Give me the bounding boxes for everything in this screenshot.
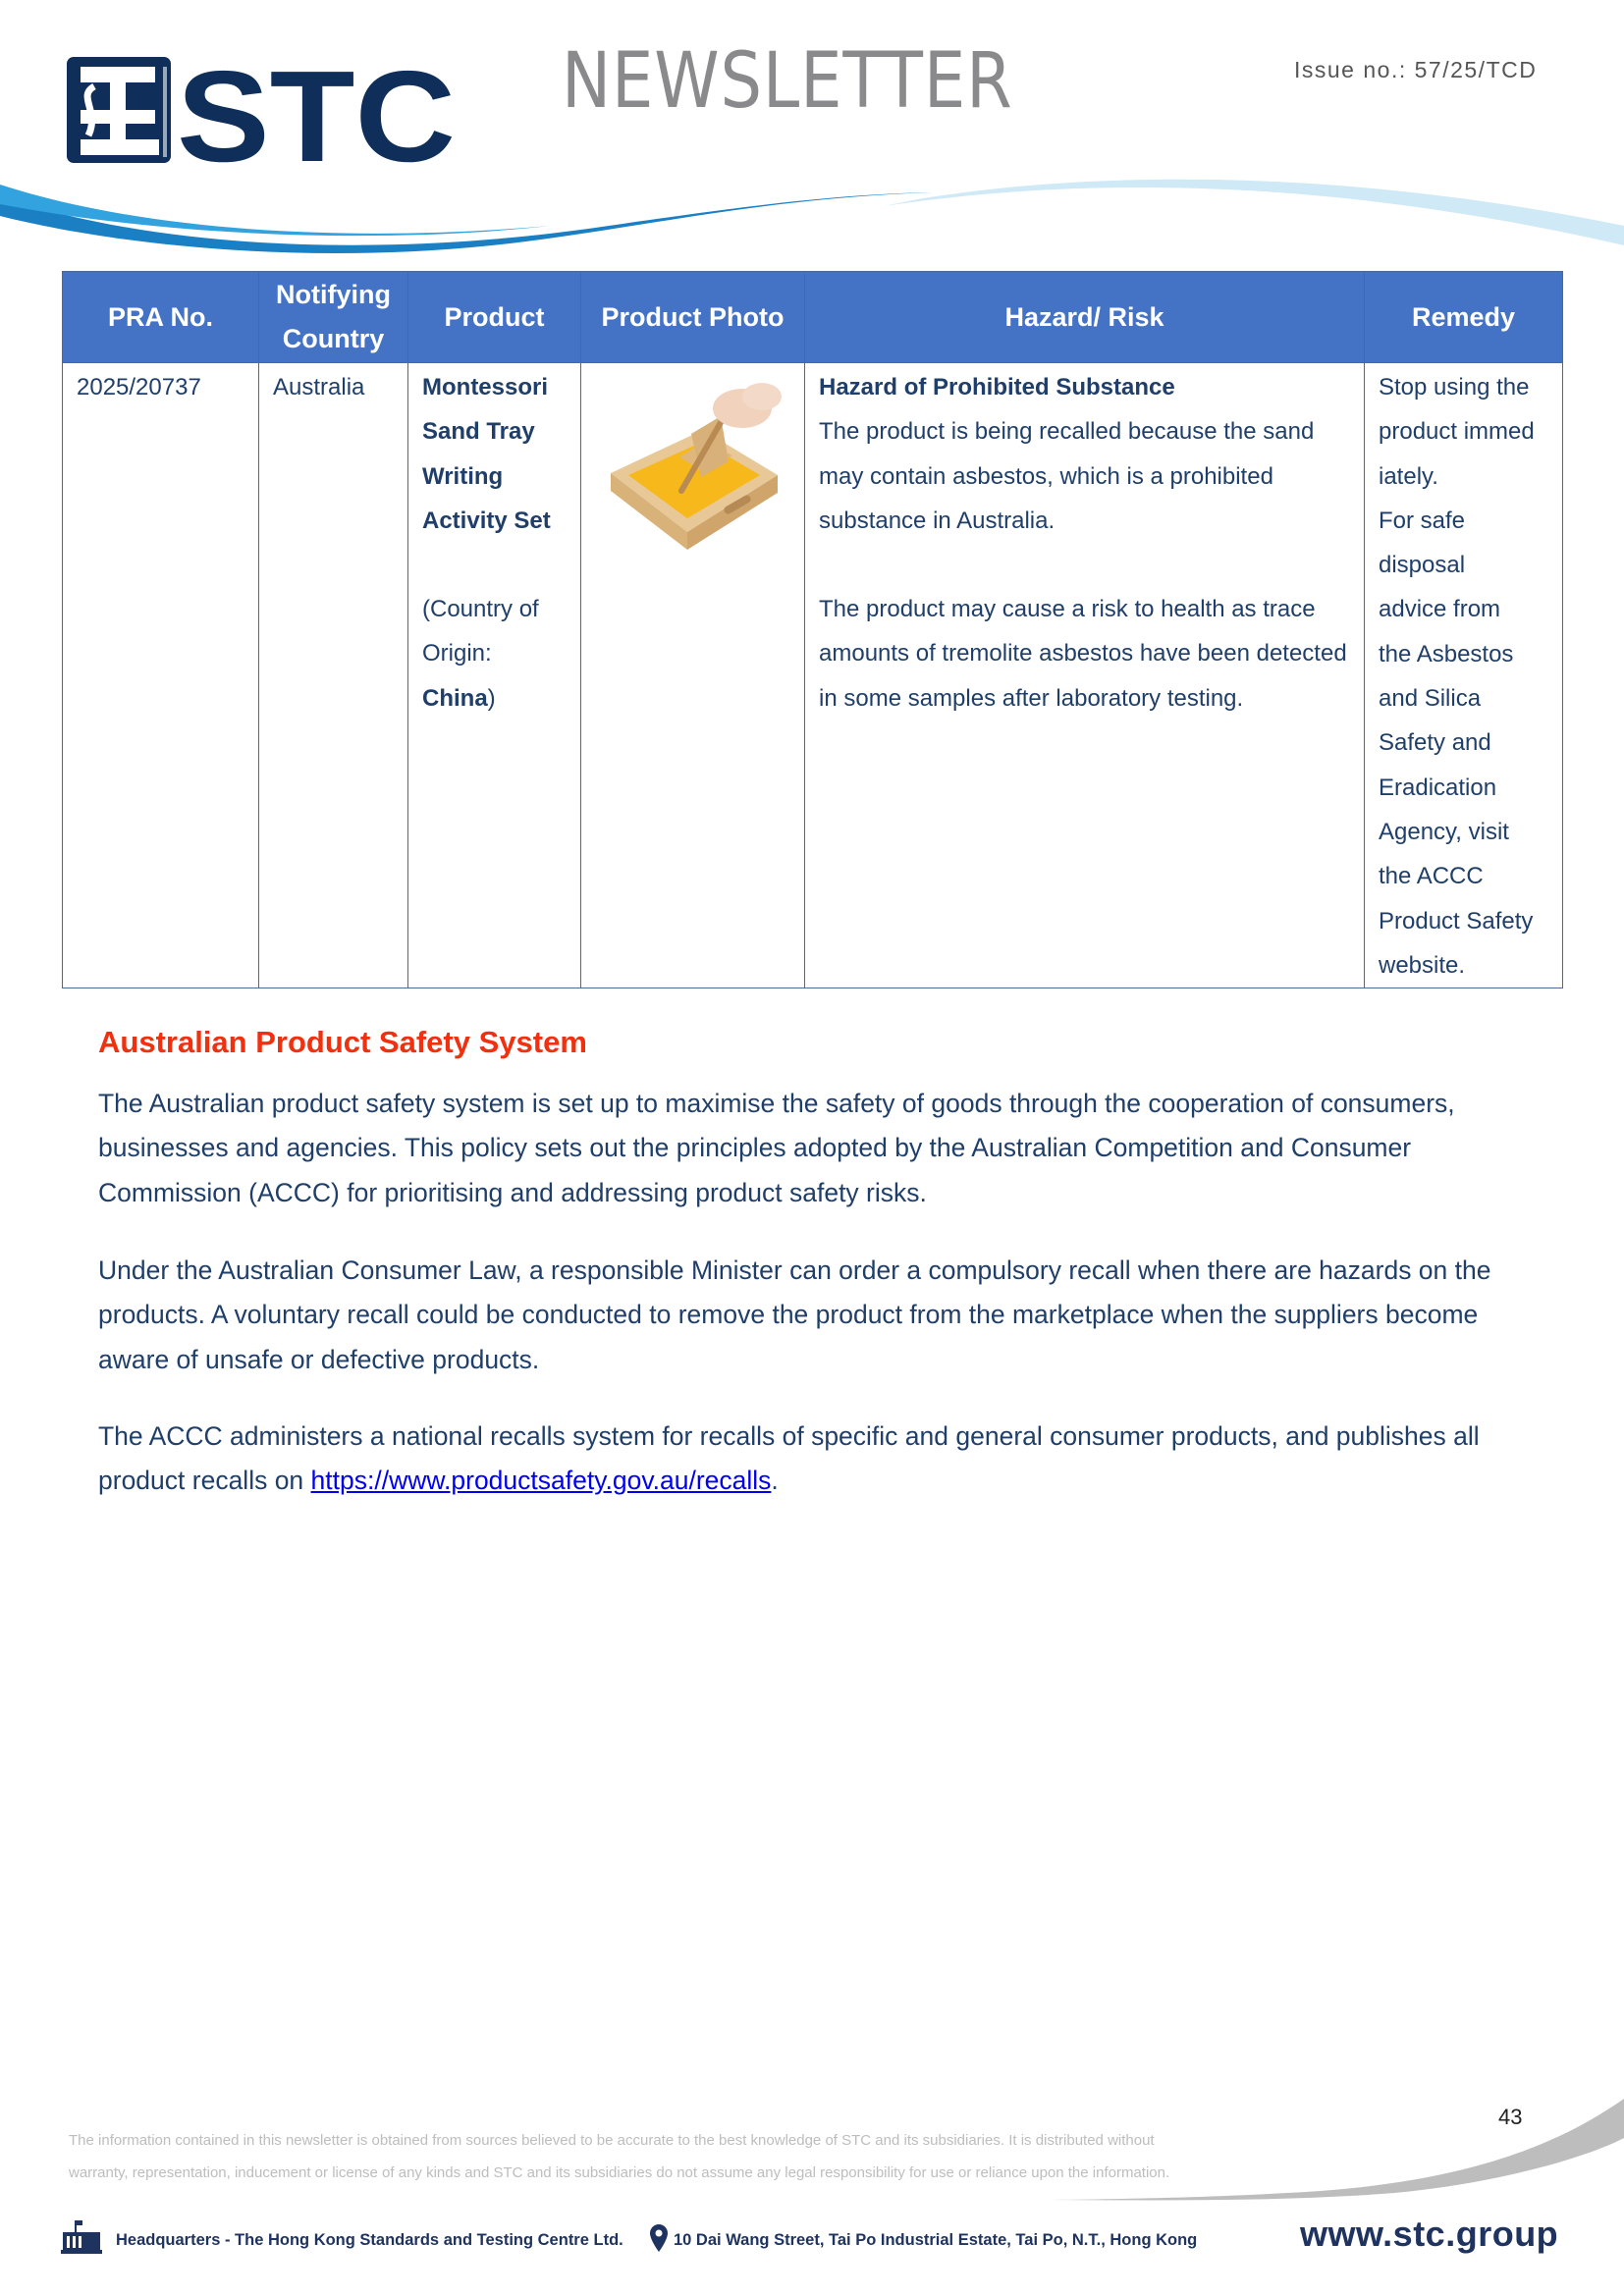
disclaimer-line: The information contained in this newsletter is obtained from sources believed to be accurate to the best knowledge of STC and its subsidiaries. It is distributed without <box>69 2132 1155 2149</box>
recalls-link[interactable]: https://www.productsafety.gov.au/recalls <box>310 1466 772 1496</box>
header-product: Product <box>408 272 581 363</box>
cell-pra-no: 2025/20737 <box>63 363 259 988</box>
remedy-line: the Asbestos <box>1379 640 1514 667</box>
section-heading: Australian Product Safety System <box>98 1025 587 1059</box>
remedy-line: Stop using the <box>1379 374 1530 400</box>
remedy-line: and Silica <box>1379 685 1482 713</box>
header-swoosh-decoration <box>0 177 1624 255</box>
header-notifying-country-line2: Country <box>282 324 385 353</box>
header-notifying-country <box>259 272 408 363</box>
cell-hazard-risk <box>805 363 1365 988</box>
header-pra-no: PRA No. <box>63 272 259 363</box>
paragraph-period: . <box>771 1466 779 1496</box>
remedy-line: advice from <box>1379 596 1501 623</box>
website-url[interactable]: www.stc.group <box>1300 2214 1559 2254</box>
building-icon <box>61 2220 102 2254</box>
remedy-line: Agency, visit <box>1379 818 1509 845</box>
product-name-line: Montessori <box>422 374 549 400</box>
origin-label-line2: Origin: <box>422 640 492 667</box>
headquarters-text: Headquarters - The Hong Kong Standards and Testing Centre Ltd. <box>116 2231 623 2249</box>
newsletter-title: NEWSLETTER <box>562 37 1013 126</box>
origin-close-paren: ) <box>487 684 496 712</box>
table-header-row <box>63 272 1563 363</box>
table-row <box>63 363 1563 988</box>
remedy-line: For safe <box>1379 507 1466 534</box>
remedy-line: Eradication <box>1379 774 1497 801</box>
cell-product-photo <box>581 363 805 988</box>
issue-number: Issue no.: 57/25/TCD <box>1294 57 1538 82</box>
header-remedy: Remedy <box>1365 272 1563 363</box>
body-paragraph: Under the Australian Consumer Law, a responsible Minister can order a compulsory recall when there are hazards on the products. A voluntary recall could be conducted to remove the product from the marketplace when the suppliers become aware of unsafe or defective products. <box>98 1255 1491 1374</box>
origin-label-line1: (Country of <box>422 596 539 623</box>
cell-product <box>408 363 581 988</box>
disclaimer-line: warranty, representation, inducement or license of any kinds and STC and its subsidiaries do not assume any legal responsibility for use or reliance upon the information. <box>69 2164 1170 2181</box>
product-name-line: Sand Tray <box>422 418 535 446</box>
origin-country: China <box>422 684 488 712</box>
footer-swoosh-decoration <box>1041 2091 1624 2209</box>
cell-remedy <box>1365 363 1563 988</box>
paragraph-text: The ACCC administers a national recalls system for recalls of specific and general consumer products, and publishes all product recalls on <box>98 1421 1480 1496</box>
header-hazard-risk: Hazard/ Risk <box>805 272 1365 363</box>
page-number: 43 <box>1498 2105 1523 2129</box>
product-name-line: Activity Set <box>422 507 551 534</box>
header-product-photo: Product Photo <box>581 272 805 363</box>
body-paragraph <box>98 1415 1542 1504</box>
remedy-line: Safety and <box>1379 729 1491 757</box>
cell-country: Australia <box>259 363 408 988</box>
origin-country-line <box>422 676 567 721</box>
location-pin-icon <box>650 2224 668 2252</box>
sand-tray-photo-icon <box>605 375 782 552</box>
address-text: 10 Dai Wang Street, Tai Po Industrial Estate, Tai Po, N.T., Hong Kong <box>674 2231 1198 2249</box>
stc-logo <box>67 57 460 163</box>
body-paragraph: The Australian product safety system is set up to maximise the safety of goods through the cooperation of consumers, businesses and agencies. This policy sets out the principles adopted by the Australian Competition and Consumer Commission (ACCC) for prioritising and addressing product safety risks. <box>98 1089 1455 1207</box>
hazard-paragraph: The product is being recalled because the sand may contain asbestos, which is a prohibited substance in Australia. <box>819 418 1315 534</box>
product-name-line: Writing <box>422 462 504 490</box>
header-notifying-country-line1: Notifying <box>276 280 391 309</box>
remedy-line: product immed <box>1379 418 1535 446</box>
hazard-title: Hazard of Prohibited Substance <box>819 374 1175 400</box>
remedy-line: iately. <box>1379 462 1438 490</box>
recall-table <box>62 271 1563 988</box>
remedy-line: disposal <box>1379 552 1466 579</box>
remedy-line: Product Safety <box>1379 907 1534 934</box>
hazard-paragraph: The product may cause a risk to health as trace amounts of tremolite asbestos have been detected in some samples after laboratory testing. <box>819 596 1347 712</box>
remedy-line: the ACCC <box>1379 863 1484 890</box>
logo-text: STC <box>177 57 456 163</box>
remedy-line: website. <box>1379 951 1466 979</box>
